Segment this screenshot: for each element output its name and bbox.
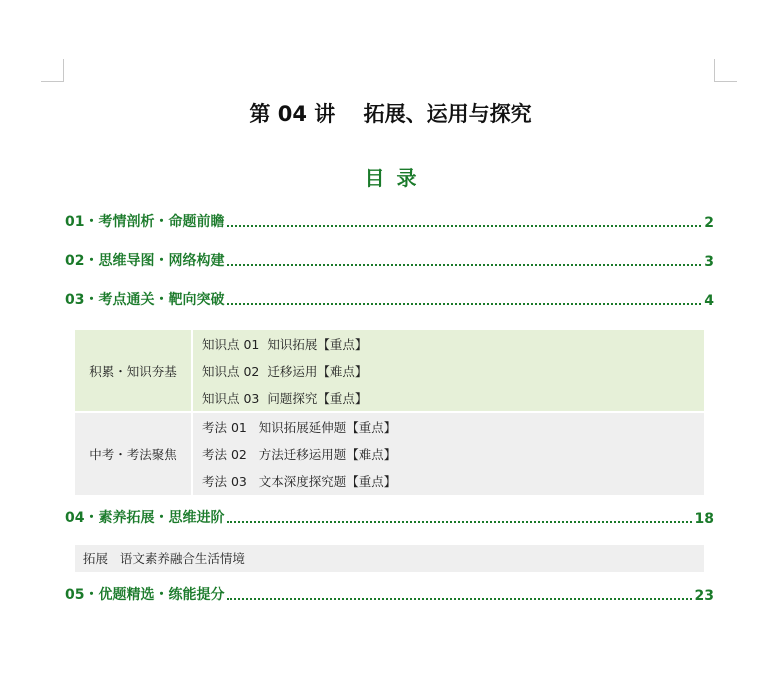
toc-entry-label: 03・考点通关・靶向突破 <box>65 292 225 308</box>
toc-entry-label: 05・优题精选・练能提分 <box>65 587 225 603</box>
dot-leader <box>227 521 691 523</box>
extension-item[interactable]: 拓展 语文素养融合生活情境 <box>75 545 704 572</box>
toc-entry-page: 18 <box>694 511 714 527</box>
dot-leader <box>227 225 701 227</box>
toc-group-accumulation <box>75 330 704 411</box>
knowledge-point-item[interactable]: 知识点 03 问题探究【重点】 <box>202 391 368 406</box>
toc-entry-label: 02・思维导图・网络构建 <box>65 253 225 269</box>
group-items <box>193 413 704 495</box>
toc-entry-02[interactable] <box>65 250 714 270</box>
group-label: 积累・知识夯基 <box>75 330 193 411</box>
exam-method-item[interactable]: 考法 03 文本深度探究题【重点】 <box>202 474 397 489</box>
dot-leader <box>227 264 701 266</box>
exam-method-item[interactable]: 考法 02 方法迁移运用题【难点】 <box>202 447 397 462</box>
dot-leader <box>227 598 691 600</box>
margin-corner-top-left <box>41 59 64 82</box>
dot-leader <box>227 303 701 305</box>
toc-heading: 目录 <box>364 166 429 190</box>
toc-entry-03[interactable] <box>65 289 714 309</box>
toc-entry-05[interactable] <box>65 584 714 604</box>
toc-entry-04[interactable] <box>65 507 714 527</box>
toc-entry-label: 04・素养拓展・思维进阶 <box>65 510 225 526</box>
group-label: 中考・考法聚焦 <box>75 413 193 495</box>
toc-entry-01[interactable] <box>65 211 714 231</box>
toc-entry-page: 23 <box>694 588 714 604</box>
margin-corner-top-right <box>714 59 737 82</box>
lecture-title: 第 04 讲 拓展、运用与探究 <box>249 102 532 126</box>
exam-method-item[interactable]: 考法 01 知识拓展延伸题【重点】 <box>202 420 397 435</box>
toc-entry-page: 2 <box>704 215 714 231</box>
knowledge-point-item[interactable]: 知识点 02 迁移运用【难点】 <box>202 364 368 379</box>
toc-entry-page: 4 <box>704 293 714 309</box>
knowledge-point-item[interactable]: 知识点 01 知识拓展【重点】 <box>202 337 368 352</box>
toc-group-exam-methods <box>75 413 704 495</box>
toc-entry-label: 01・考情剖析・命题前瞻 <box>65 214 225 230</box>
toc-entry-page: 3 <box>704 254 714 270</box>
group-items <box>193 330 704 411</box>
